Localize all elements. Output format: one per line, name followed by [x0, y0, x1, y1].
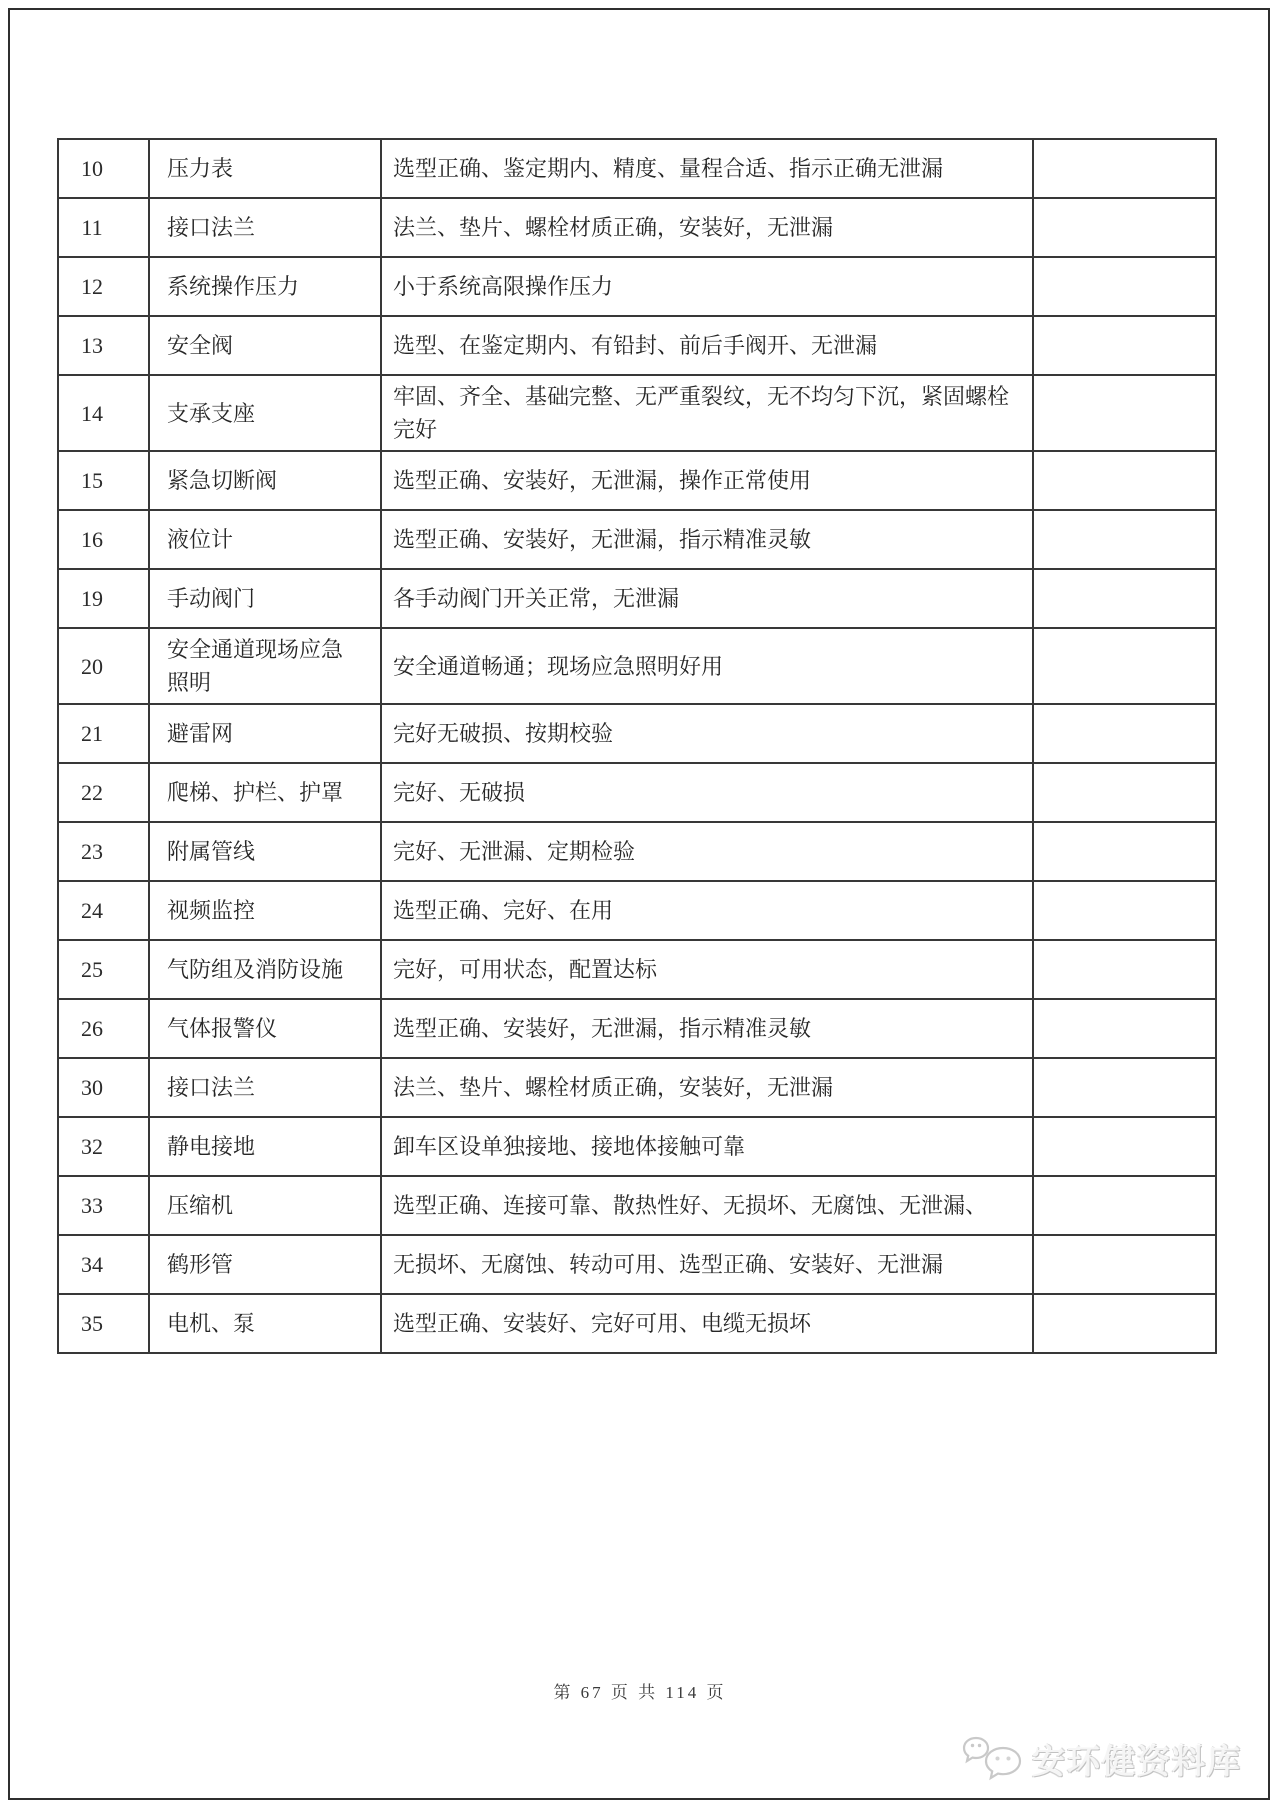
row-number-cell: 32 — [58, 1117, 149, 1176]
row-number-cell: 30 — [58, 1058, 149, 1117]
row-number-cell: 13 — [58, 316, 149, 375]
item-name-cell: 视频监控 — [149, 881, 381, 940]
criteria-cell: 完好、无泄漏、定期检验 — [381, 822, 1033, 881]
table-row — [58, 198, 1216, 257]
row-number-cell: 11 — [58, 198, 149, 257]
row-number-cell: 35 — [58, 1294, 149, 1353]
row-number-cell: 24 — [58, 881, 149, 940]
criteria-cell: 完好无破损、按期校验 — [381, 704, 1033, 763]
criteria-cell: 选型正确、鉴定期内、精度、量程合适、指示正确无泄漏 — [381, 139, 1033, 198]
result-cell — [1033, 1117, 1216, 1176]
row-number-cell: 25 — [58, 940, 149, 999]
table-row — [58, 1235, 1216, 1294]
watermark-text: 安环健资料库 — [1032, 1744, 1242, 1781]
table-row — [58, 316, 1216, 375]
chat-bubbles-icon — [962, 1734, 1024, 1784]
inspection-checklist-table — [57, 138, 1217, 1354]
result-cell — [1033, 510, 1216, 569]
criteria-cell: 牢固、齐全、基础完整、无严重裂纹，无不均匀下沉，紧固螺栓完好 — [381, 375, 1033, 451]
item-name-cell: 压缩机 — [149, 1176, 381, 1235]
table-row — [58, 763, 1216, 822]
row-number-cell: 10 — [58, 139, 149, 198]
item-name-cell: 气体报警仪 — [149, 999, 381, 1058]
row-number-cell: 12 — [58, 257, 149, 316]
result-cell — [1033, 1176, 1216, 1235]
table-row — [58, 1294, 1216, 1353]
result-cell — [1033, 763, 1216, 822]
item-name-cell: 紧急切断阀 — [149, 451, 381, 510]
item-name-cell: 静电接地 — [149, 1117, 381, 1176]
criteria-cell: 选型正确、安装好，无泄漏，指示精准灵敏 — [381, 510, 1033, 569]
page-number: 第 67 页 共 114 页 — [553, 1683, 727, 1702]
table-row — [58, 881, 1216, 940]
criteria-cell: 法兰、垫片、螺栓材质正确，安装好，无泄漏 — [381, 1058, 1033, 1117]
row-number-cell: 33 — [58, 1176, 149, 1235]
criteria-cell: 无损坏、无腐蚀、转动可用、选型正确、安装好、无泄漏 — [381, 1235, 1033, 1294]
item-name-cell: 支承支座 — [149, 375, 381, 451]
result-cell — [1033, 1294, 1216, 1353]
criteria-cell: 完好，可用状态，配置达标 — [381, 940, 1033, 999]
criteria-cell: 卸车区设单独接地、接地体接触可靠 — [381, 1117, 1033, 1176]
watermark — [962, 1734, 1242, 1784]
table-row — [58, 1117, 1216, 1176]
criteria-cell: 小于系统高限操作压力 — [381, 257, 1033, 316]
criteria-cell: 选型正确、连接可靠、散热性好、无损坏、无腐蚀、无泄漏、 — [381, 1176, 1033, 1235]
table-row — [58, 257, 1216, 316]
table-row — [58, 822, 1216, 881]
table-row — [58, 1176, 1216, 1235]
criteria-cell: 选型、在鉴定期内、有铅封、前后手阀开、无泄漏 — [381, 316, 1033, 375]
result-cell — [1033, 628, 1216, 704]
table-row — [58, 1058, 1216, 1117]
item-name-cell: 接口法兰 — [149, 1058, 381, 1117]
item-name-cell: 液位计 — [149, 510, 381, 569]
item-name-cell: 鹤形管 — [149, 1235, 381, 1294]
table-row — [58, 569, 1216, 628]
result-cell — [1033, 940, 1216, 999]
item-name-cell: 接口法兰 — [149, 198, 381, 257]
row-number-cell: 14 — [58, 375, 149, 451]
row-number-cell: 20 — [58, 628, 149, 704]
row-number-cell: 21 — [58, 704, 149, 763]
item-name-cell: 避雷网 — [149, 704, 381, 763]
item-name-cell: 爬梯、护栏、护罩 — [149, 763, 381, 822]
item-name-cell: 附属管线 — [149, 822, 381, 881]
result-cell — [1033, 316, 1216, 375]
result-cell — [1033, 198, 1216, 257]
result-cell — [1033, 881, 1216, 940]
row-number-cell: 23 — [58, 822, 149, 881]
result-cell — [1033, 822, 1216, 881]
result-cell — [1033, 375, 1216, 451]
result-cell — [1033, 999, 1216, 1058]
result-cell — [1033, 139, 1216, 198]
table-row — [58, 451, 1216, 510]
row-number-cell: 19 — [58, 569, 149, 628]
item-name-cell: 系统操作压力 — [149, 257, 381, 316]
row-number-cell: 22 — [58, 763, 149, 822]
table-row — [58, 628, 1216, 704]
criteria-cell: 安全通道畅通；现场应急照明好用 — [381, 628, 1033, 704]
table-row — [58, 139, 1216, 198]
criteria-cell: 完好、无破损 — [381, 763, 1033, 822]
table-row — [58, 999, 1216, 1058]
table-row — [58, 940, 1216, 999]
item-name-cell: 气防组及消防设施 — [149, 940, 381, 999]
item-name-cell: 手动阀门 — [149, 569, 381, 628]
row-number-cell: 26 — [58, 999, 149, 1058]
row-number-cell: 15 — [58, 451, 149, 510]
criteria-cell: 选型正确、安装好、完好可用、电缆无损坏 — [381, 1294, 1033, 1353]
row-number-cell: 16 — [58, 510, 149, 569]
table-row — [58, 704, 1216, 763]
result-cell — [1033, 1235, 1216, 1294]
result-cell — [1033, 257, 1216, 316]
table-row — [58, 375, 1216, 451]
row-number-cell: 34 — [58, 1235, 149, 1294]
criteria-cell: 法兰、垫片、螺栓材质正确，安装好，无泄漏 — [381, 198, 1033, 257]
criteria-cell: 选型正确、安装好，无泄漏，操作正常使用 — [381, 451, 1033, 510]
table-row — [58, 510, 1216, 569]
result-cell — [1033, 704, 1216, 763]
item-name-cell: 压力表 — [149, 139, 381, 198]
item-name-cell: 电机、泵 — [149, 1294, 381, 1353]
result-cell — [1033, 451, 1216, 510]
criteria-cell: 选型正确、完好、在用 — [381, 881, 1033, 940]
result-cell — [1033, 1058, 1216, 1117]
item-name-cell: 安全阀 — [149, 316, 381, 375]
criteria-cell: 各手动阀门开关正常，无泄漏 — [381, 569, 1033, 628]
result-cell — [1033, 569, 1216, 628]
criteria-cell: 选型正确、安装好，无泄漏，指示精准灵敏 — [381, 999, 1033, 1058]
item-name-cell: 安全通道现场应急照明 — [149, 628, 381, 704]
